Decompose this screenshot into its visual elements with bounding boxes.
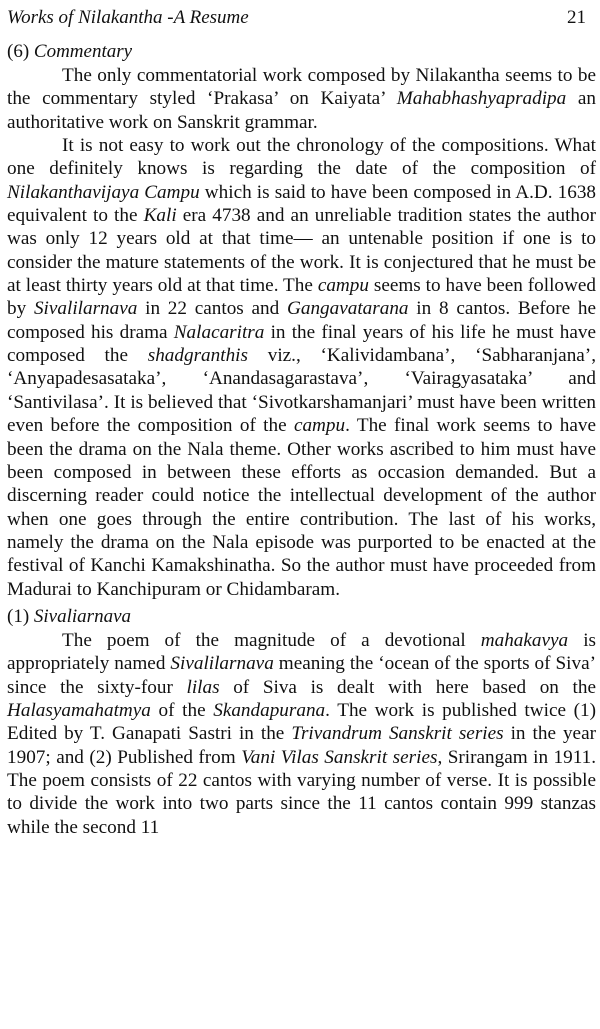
italic-term: campu [293, 415, 346, 437]
text-run: , Srirangam in 1911. The poem consists of 22 cantos with varying number of verse. It is possible to divide the work into two parts since the 11 cantos contain 999 stanzas while the second 11 [7, 746, 596, 838]
section-heading [7, 605, 596, 629]
page-content [7, 40, 596, 839]
text-run: in the year 1907; and (2) Published from [7, 723, 596, 768]
text-run: . The work is published twice (1) Edited by T. Ganapati Sastri in the [7, 699, 596, 745]
section-number: (1) [7, 605, 30, 627]
text-run: It is not easy to work out the chronology of the compositions. What one definitely knows is regarding the date of the composition of [7, 135, 596, 180]
section-number: (6) [7, 41, 30, 62]
running-title: Works of Nilakantha -A Resume [7, 7, 249, 28]
body-paragraph [7, 629, 596, 839]
text-run: an authoritative work on Sanskrit grammar. [7, 88, 596, 133]
text-run: is appropriately named [7, 629, 596, 675]
text-run: era 4738 and an unreliable tradition states the author was only 12 years old at that time— an untenable position if one is to consider the mature statements of the work. It is conjectured that he must be at least thirty years old at that time. The [7, 205, 596, 297]
text-run: of Siva is dealt with here based on the [219, 676, 596, 698]
italic-term: Vani Vilas Sanskrit series [241, 746, 438, 768]
italic-term: Mahabhashyapradipa [396, 88, 567, 110]
text-run: . The final work seems to have been the drama on the Nala theme. Other works ascribed to him must have been composed in between these efforts as occasion demanded. But a discerning reader could notice the intellectual development of the author when one goes through the entire contribution. The last of his works, namely the drama on the Nala episode was purported to be enacted at the festival of Kanchi Kamakshinatha. So the author must have proceeded from Madurai to Kanchipuram or Chidambaram. [7, 415, 596, 600]
italic-term: Kali [143, 205, 177, 227]
section-title: Commentary [33, 41, 133, 62]
body-paragraph [7, 134, 596, 601]
text-run: in the final years of his life he must have composed the [7, 321, 596, 367]
running-header [7, 6, 596, 36]
italic-term: lilas [186, 676, 220, 698]
italic-term: mahakavya [480, 629, 569, 651]
italic-term: Gangavatarana [287, 298, 409, 320]
italic-term: Nilakanthavijaya Campu [7, 181, 200, 203]
text-run: in 8 cantos. Before he composed his drama [7, 298, 596, 343]
text-run: viz., ‘Kalividambana’, ‘Sabharanjana’, ‘Anyapadesasataka’, ‘Anandasagarastava’, ‘Vairagyasataka’ and ‘Santivilasa’. It is believed that ‘Sivotkarshamanjari’ must have been written even before the composition of the [7, 345, 596, 437]
italic-term: Sivalilarnava [170, 653, 274, 675]
section-heading [7, 40, 596, 64]
italic-term: Sivalilarnava [33, 298, 138, 320]
section-title: Sivaliarnava [33, 605, 132, 627]
text-run: meaning the ‘ocean of the sports of Siva’ since the sixty-four [7, 653, 597, 698]
text-run: The only commentatorial work composed by Nilakantha seems to be the commentary styled ‘Prakasa’ on Kaiyata’ [7, 65, 596, 110]
text-run: which is said to have been composed in A.D. 1638 equivalent to the [7, 181, 597, 227]
text-run: of the [150, 699, 214, 721]
italic-term: Trivandrum Sanskrit series [291, 723, 504, 745]
italic-term: Nalacaritra [173, 321, 265, 343]
italic-term: campu [317, 275, 369, 297]
italic-term: shadgranthis [147, 345, 248, 367]
italic-term: Halasyamahatmya [7, 699, 151, 721]
italic-term: Skandapurana [213, 699, 326, 721]
page-number: 21 [567, 7, 586, 28]
text-run: The poem of the magnitude of a devotional [62, 629, 481, 651]
body-paragraph [7, 64, 596, 134]
text-run: seems to have been followed by [7, 275, 596, 320]
text-run: in 22 cantos and [137, 298, 287, 320]
